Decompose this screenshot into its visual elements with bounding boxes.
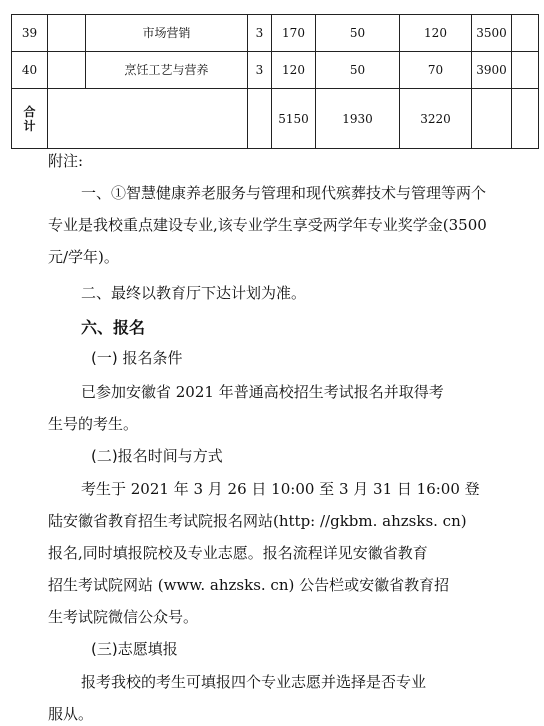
total-label: 合 计 (12, 89, 48, 149)
paragraph-line: 报考我校的考生可填报四个专业志愿并选择是否专业 (81, 673, 427, 691)
plan-count: 170 (272, 15, 316, 52)
empty-cell (512, 52, 539, 89)
quota-a: 50 (316, 15, 400, 52)
empty-cell (48, 15, 86, 52)
table-row (12, 15, 539, 52)
total-quota-b: 3220 (400, 89, 472, 149)
tuition-fee: 3900 (472, 52, 512, 89)
empty-cell (48, 89, 248, 149)
row-number: 40 (12, 52, 48, 89)
study-years: 3 (248, 52, 272, 89)
empty-cell (248, 89, 272, 149)
paragraph-line: 服从。 (48, 705, 94, 723)
total-quota-a: 1930 (316, 89, 400, 149)
section-heading: 六、报名 (81, 318, 146, 337)
paragraph-line: 生考试院微信公众号。 (48, 608, 199, 626)
total-plan: 5150 (272, 89, 316, 149)
row-number: 39 (12, 15, 48, 52)
study-years: 3 (248, 15, 272, 52)
quota-b: 70 (400, 52, 472, 89)
paragraph-line: 陆安徽省教育招生考试院报名网站(http: //gkbm. ahzsks. cn) (48, 512, 467, 530)
major-name: 烹饪工艺与营养 (86, 52, 248, 89)
total-row (12, 89, 539, 149)
note-item-1-cont: 元/学年)。 (48, 248, 119, 266)
subsection-heading: (二)报名时间与方式 (91, 447, 223, 465)
table-row (12, 52, 539, 89)
empty-cell (48, 52, 86, 89)
quota-a: 50 (316, 52, 400, 89)
paragraph-line: 招生考试院网站 (www. ahzsks. cn) 公告栏或安徽省教育招 (48, 576, 450, 594)
plan-count: 120 (272, 52, 316, 89)
paragraph-line: 已参加安徽省 2021 年普通高校招生考试报名并取得考 (81, 383, 444, 401)
paragraph-line: 生号的考生。 (48, 415, 139, 433)
empty-cell (472, 89, 512, 149)
note-item-1: 一、①智慧健康养老服务与管理和现代殡葬技术与管理等两个 (81, 184, 487, 202)
tuition-fee: 3500 (472, 15, 512, 52)
quota-b: 120 (400, 15, 472, 52)
note-item-1-cont: 专业是我校重点建设专业,该专业学生享受两学年专业奖学金(3500 (48, 216, 487, 234)
empty-cell (512, 15, 539, 52)
empty-cell (512, 89, 539, 149)
major-name: 市场营销 (86, 15, 248, 52)
paragraph-line: 报名,同时填报院校及专业志愿。报名流程详见安徽省教育 (48, 544, 428, 562)
paragraph-line: 考生于 2021 年 3 月 26 日 10:00 至 3 月 31 日 16:00 登 (81, 480, 480, 498)
note-item-2: 二、最终以教育厅下达计划为准。 (81, 284, 307, 302)
notes-title: 附注: (48, 152, 84, 170)
subsection-heading: (一) 报名条件 (91, 349, 183, 367)
enrollment-plan-table (11, 14, 539, 149)
subsection-heading: (三)志愿填报 (91, 640, 178, 658)
